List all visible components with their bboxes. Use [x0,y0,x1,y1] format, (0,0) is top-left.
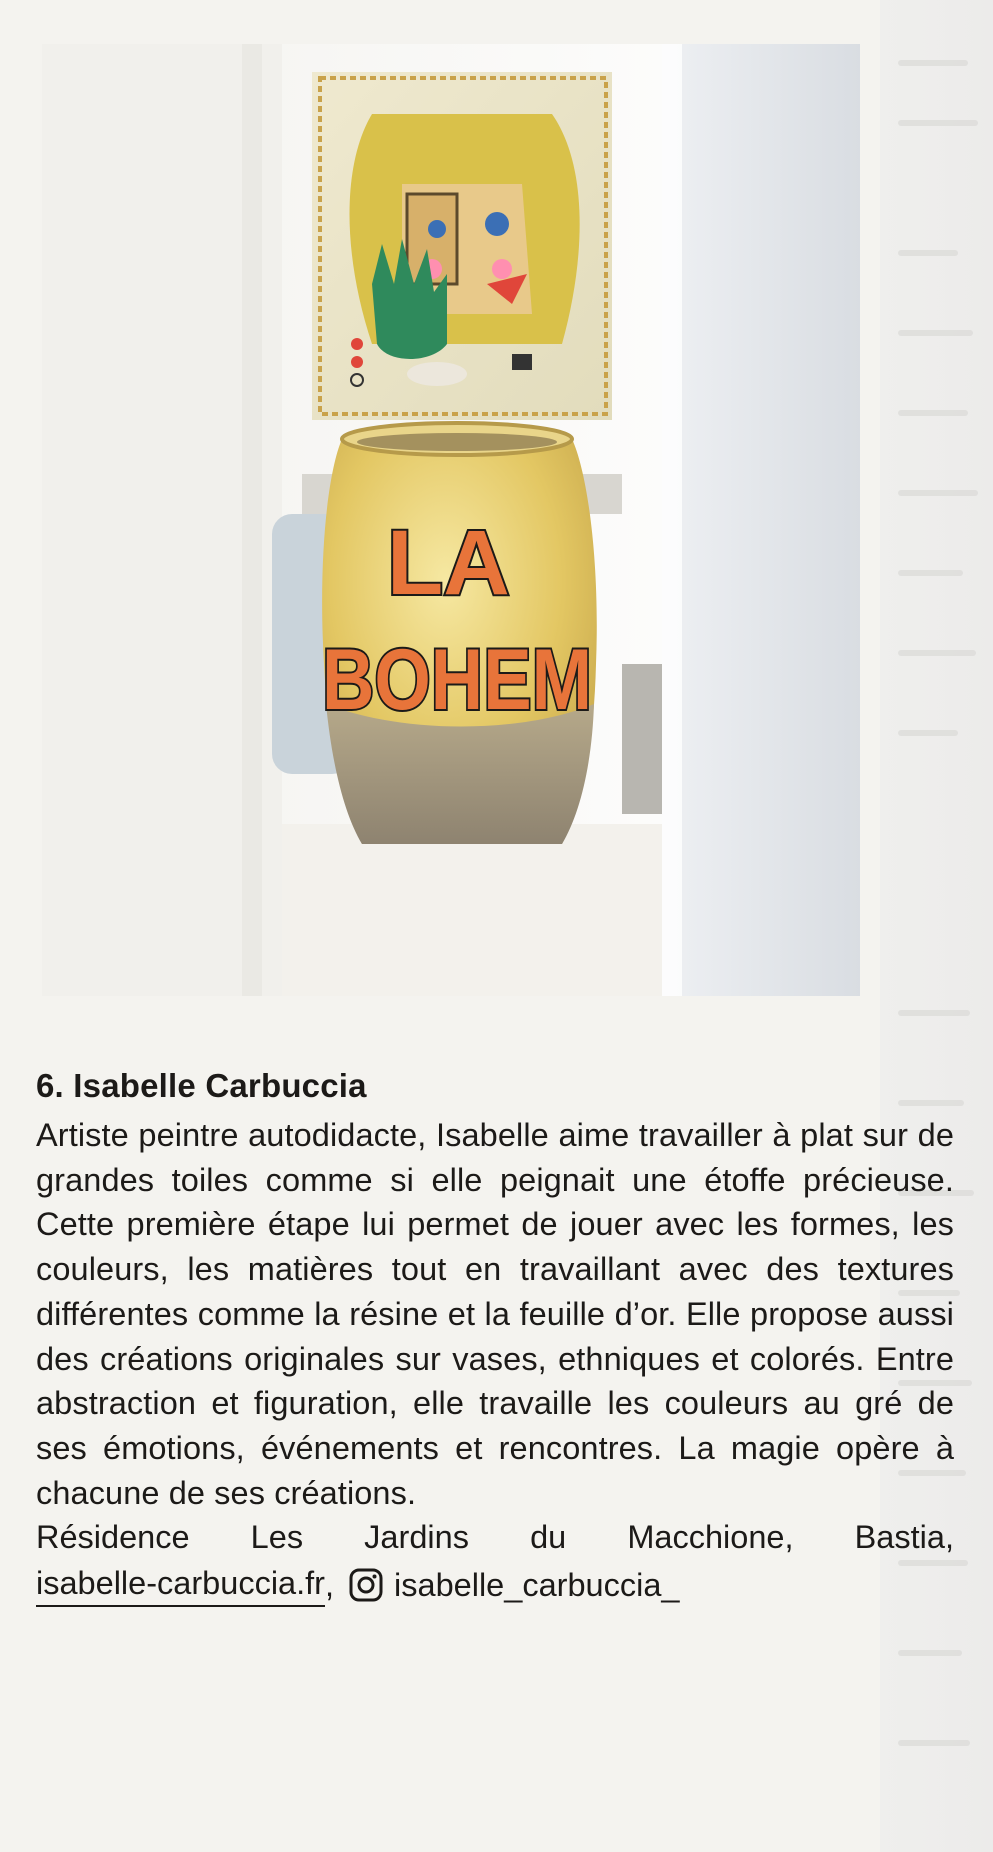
article [36,1065,954,1610]
contact-row [36,1560,954,1610]
website-link[interactable]: isabelle-carbuccia.fr [36,1563,325,1607]
article-body: Artiste peintre autodidacte, Isabelle aime travailler à plat sur de grandes toiles comme si elle peignait une étoffe précieuse. Cette première étape lui permet de jouer avec les formes, les couleurs, les matières tout en travaillant avec des textures différentes comme la résine et la feuille d’or. Elle propose aussi des créations originales sur vases, ethniques et colorés. Entre abstraction et figuration, elle travaille les couleurs au gré de ses émotions, événements et rencontres. La magie opère à chacune de ses créations. [36,1117,954,1511]
address-line: Résidence Les Jardins du Macchione, Bastia, [36,1519,954,1556]
instagram-icon[interactable] [348,1567,384,1603]
artwork-photo [42,44,860,996]
separator-comma: , [325,1567,335,1604]
article-heading: 6. Isabelle Carbuccia [36,1067,367,1104]
vase-text-la: LA [387,512,510,614]
instagram-handle[interactable]: isabelle_carbuccia_ [394,1567,680,1604]
vase-and-painting-illustration [42,44,860,996]
vase-text-bohem: BOHEM [322,632,592,728]
